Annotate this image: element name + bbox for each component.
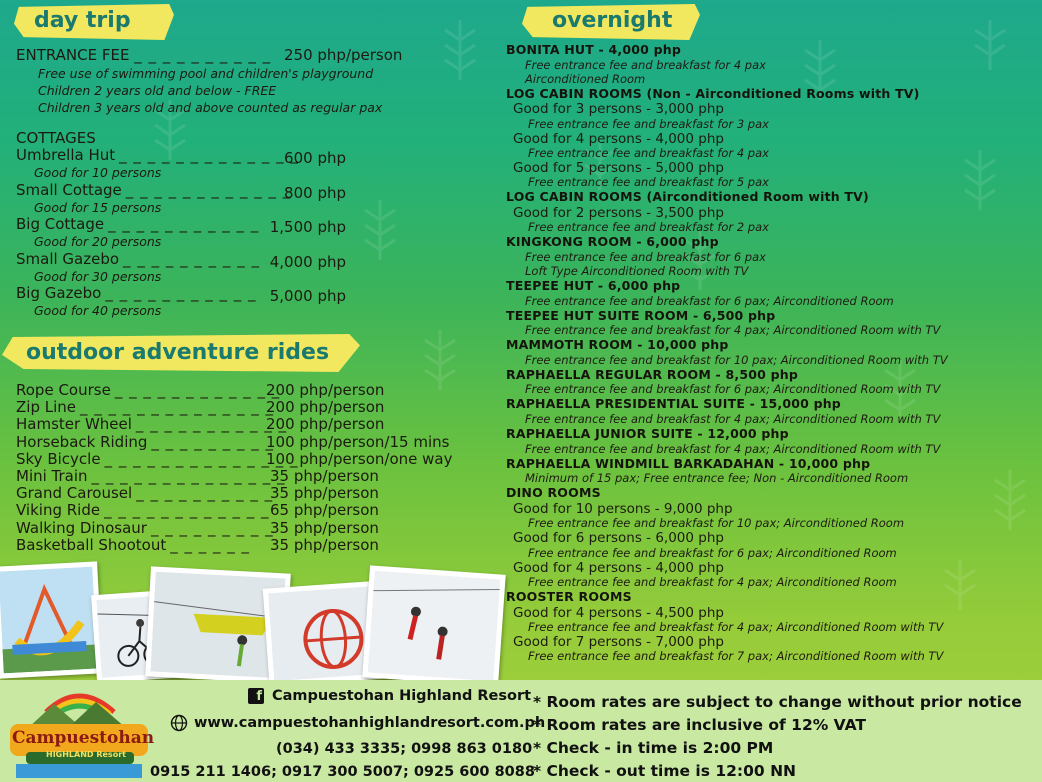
policy-note: * Check - in time is 2:00 PM (533, 739, 774, 757)
entrance-note: Children 3 years old and above counted as regular pax (38, 100, 383, 115)
ride-name: Horseback Riding (16, 432, 148, 451)
ride-row (16, 451, 299, 468)
room-rate: Good for 10 persons - 9,000 php (513, 500, 733, 517)
leader-dots: _ _ _ _ _ _ _ _ _ _ _ _ _ _ (91, 467, 286, 485)
room-detail: Free entrance fee and breakfast for 10 pax; Airconditioned Room (528, 516, 905, 531)
cottage-row (16, 251, 260, 268)
ride-row (16, 399, 274, 416)
room-detail: Loft Type Airconditioned Room with TV (525, 264, 749, 278)
ride-row (16, 520, 274, 537)
ride-name: Zip Line (16, 398, 76, 417)
room-heading: RAPHAELLA PRESIDENTIAL SUITE - 15,000 php (506, 396, 841, 412)
leader-dots: _ _ _ _ _ _ (170, 535, 251, 554)
ride-row (16, 485, 273, 502)
room-heading: TEEPEE HUT SUITE ROOM - 6,500 php (506, 307, 776, 323)
ride-name: Hamster Wheel (16, 415, 132, 434)
room-detail: Minimum of 15 pax; Free entrance fee; Non - Airconditioned Room (525, 471, 909, 486)
ride-price: 200 php/person (266, 381, 385, 399)
cottage-name: Big Gazebo (16, 284, 102, 303)
room-rate: Good for 5 persons - 5,000 php (513, 160, 724, 176)
room-heading: ROOSTER ROOMS (506, 589, 632, 604)
leader-dots: _ _ _ _ _ _ _ _ _ _ _ (108, 215, 260, 234)
entrance-fee-label: ENTRANCE FEE (16, 46, 130, 64)
room-detail: Free entrance fee and breakfast for 4 pax (525, 57, 766, 72)
ride-row (16, 382, 280, 399)
cottage-price: 1,500 php (269, 218, 346, 237)
ride-name: Mini Train (16, 467, 88, 485)
room-heading: MAMMOTH ROOM - 10,000 php (506, 337, 729, 353)
entrance-note: Free use of swimming pool and children's playground (38, 66, 374, 81)
cottage-capacity: Good for 30 persons (34, 268, 162, 284)
leader-dots: _ _ _ _ _ _ _ _ _ _ (134, 46, 272, 64)
room-heading: KINGKONG ROOM - 6,000 php (506, 234, 719, 250)
room-rate: Good for 4 persons - 4,000 php (513, 559, 724, 576)
ride-name: Walking Dinosaur (16, 518, 147, 537)
entrance-fee-price: 250 php/person (284, 46, 403, 64)
ride-row (16, 502, 270, 519)
room-detail: Free entrance fee and breakfast for 4 pax; Airconditioned Room (528, 575, 897, 589)
ride-name: Viking Ride (16, 501, 101, 520)
room-detail: Airconditioned Room (525, 71, 646, 86)
cottage-price: 600 php (284, 149, 346, 167)
cottage-row (16, 216, 259, 233)
ride-name: Grand Carousel (16, 484, 133, 503)
room-detail: Free entrance fee and breakfast for 3 pax (528, 116, 769, 131)
leader-dots: _ _ _ _ _ _ _ _ _ _ _ _ (114, 381, 281, 399)
cottage-row (16, 147, 299, 164)
leader-dots: _ _ _ _ _ _ _ _ _ _ _ _ (125, 180, 292, 199)
leader-dots: _ _ _ _ _ _ _ _ _ (151, 432, 275, 451)
room-detail: Free entrance fee and breakfast for 2 pax (528, 220, 769, 235)
policy-note: * Room rates are subject to change without prior notice (533, 693, 1022, 711)
ride-price: 35 php/person (270, 484, 379, 503)
room-heading: LOG CABIN ROOMS (Non - Airconditioned Rooms with TV) (506, 85, 920, 101)
cottage-price: 5,000 php (269, 287, 346, 306)
cottage-row (16, 285, 257, 302)
ride-row (16, 468, 286, 485)
overnight-title: overnight (552, 8, 673, 33)
room-detail: Free entrance fee and breakfast for 7 pax; Airconditioned Room with TV (528, 649, 944, 664)
room-heading: RAPHAELLA WINDMILL BARKADAHAN - 10,000 php (506, 455, 871, 471)
room-heading: DINO ROOMS (506, 485, 601, 501)
logo-text: Campuestohan (12, 728, 155, 748)
entrance-note: Children 2 years old and below - FREE (38, 83, 277, 98)
room-rate: Good for 2 persons - 3,500 php (513, 205, 724, 221)
leader-dots: _ _ _ _ _ _ _ _ _ _ _ (135, 415, 288, 434)
facebook-page-name: Campuestohan Highland Resort (272, 688, 532, 704)
entrance-fee-line (16, 47, 271, 64)
leader-dots: _ _ _ _ _ _ _ _ _ _ (136, 484, 274, 503)
rides-title: outdoor adventure rides (26, 340, 330, 365)
leader-dots: _ _ _ _ _ _ _ _ _ _ _ _ _ _ (104, 449, 299, 468)
room-detail: Free entrance fee and breakfast for 6 pax; Airconditioned Room with TV (525, 382, 941, 397)
room-detail: Free entrance fee and breakfast for 4 pax; Airconditioned Room with TV (525, 412, 941, 426)
cottage-name: Umbrella Hut (16, 146, 116, 164)
leader-dots: _ _ _ _ _ _ _ _ _ _ _ _ _ (119, 146, 299, 164)
room-heading: LOG CABIN ROOMS (Airconditioned Room with TV) (506, 189, 869, 205)
room-detail: Free entrance fee and breakfast for 4 pax (528, 146, 769, 160)
facebook-icon: f (248, 688, 264, 704)
landline-numbers: (034) 433 3335; 0998 863 0180 (276, 741, 533, 757)
ride-row (16, 537, 250, 554)
room-rate: Good for 4 persons - 4,000 php (513, 130, 724, 147)
leader-dots: _ _ _ _ _ _ _ _ _ _ _ (105, 284, 257, 303)
policy-note: * Room rates are inclusive of 12% VAT (533, 716, 866, 734)
room-rate: Good for 6 persons - 6,000 php (513, 530, 724, 547)
ride-price: 200 php/person (266, 415, 385, 434)
leader-dots: _ _ _ _ _ _ _ _ _ _ _ _ _ _ (80, 398, 274, 417)
photo-viking-ride (0, 561, 103, 678)
ride-price: 65 php/person (270, 501, 379, 520)
room-detail: Free entrance fee and breakfast for 4 pax; Airconditioned Room with TV (528, 620, 944, 634)
ride-price: 100 php/person/one way (266, 449, 453, 468)
cottage-price: 800 php (284, 183, 346, 202)
ride-price: 35 php/person (270, 535, 379, 554)
policy-note: * Check - out time is 12:00 NN (533, 762, 797, 780)
ride-price: 35 php/person (270, 518, 379, 537)
room-detail: Free entrance fee and breakfast for 6 pax; Airconditioned Room (528, 545, 897, 560)
room-heading: TEEPEE HUT - 6,000 php (506, 278, 681, 293)
room-detail: Free entrance fee and breakfast for 5 pax (528, 175, 769, 190)
website-link[interactable]: www.campuestohanhighlandresort.com.ph (194, 715, 546, 731)
room-detail: Free entrance fee and breakfast for 6 pax (525, 250, 766, 264)
room-detail: Free entrance fee and breakfast for 6 pax; Airconditioned Room (525, 293, 894, 308)
logo-subtext: HIGHLAND Resort (46, 750, 126, 759)
cottage-capacity: Good for 40 persons (34, 303, 162, 319)
cottage-capacity: Good for 10 persons (34, 165, 162, 180)
cottage-capacity: Good for 20 persons (34, 234, 162, 250)
ride-price: 100 php/person/15 mins (266, 432, 450, 451)
ride-name: Basketball Shootout (16, 535, 167, 554)
room-rate: Good for 3 persons - 3,000 php (513, 101, 724, 118)
ride-price: 200 php/person (266, 398, 385, 417)
room-heading: RAPHAELLA JUNIOR SUITE - 12,000 php (506, 426, 789, 441)
room-detail: Free entrance fee and breakfast for 4 pax; Airconditioned Room with TV (525, 441, 941, 456)
leader-dots: _ _ _ _ _ _ _ _ _ _ _ _ (104, 501, 270, 520)
room-rate: Good for 4 persons - 4,500 php (513, 604, 724, 621)
cottage-name: Small Cottage (16, 180, 122, 199)
cottage-row (16, 182, 291, 199)
cottage-name: Small Gazebo (16, 249, 120, 268)
cottage-name: Big Cottage (16, 215, 105, 234)
footer (0, 680, 1042, 782)
day-trip-title: day trip (34, 8, 131, 33)
globe-icon (170, 714, 188, 732)
mobile-numbers: 0915 211 1406; 0917 300 5007; 0925 600 8088 (150, 764, 535, 780)
ride-name: Rope Course (16, 381, 111, 399)
leader-dots: _ _ _ _ _ _ _ _ _ _ (123, 249, 260, 268)
room-detail: Free entrance fee and breakfast for 4 pax; Airconditioned Room with TV (525, 323, 941, 338)
resort-logo (6, 684, 155, 780)
room-detail: Free entrance fee and breakfast for 10 pax; Airconditioned Room with TV (525, 352, 948, 367)
room-heading: BONITA HUT - 4,000 php (506, 42, 681, 57)
room-heading: RAPHAELLA REGULAR ROOM - 8,500 php (506, 366, 798, 382)
cottages-title: COTTAGES (16, 129, 96, 147)
ride-price: 35 php/person (270, 467, 379, 485)
ride-row (16, 434, 274, 451)
photo-zip-riders (362, 565, 505, 686)
room-rate: Good for 7 persons - 7,000 php (513, 634, 724, 650)
cottage-capacity: Good for 15 persons (34, 199, 162, 215)
leader-dots: _ _ _ _ _ _ _ _ _ (150, 518, 274, 537)
cottage-price: 4,000 php (269, 252, 346, 271)
ride-name: Sky Bicycle (16, 449, 101, 468)
ride-row (16, 416, 287, 433)
